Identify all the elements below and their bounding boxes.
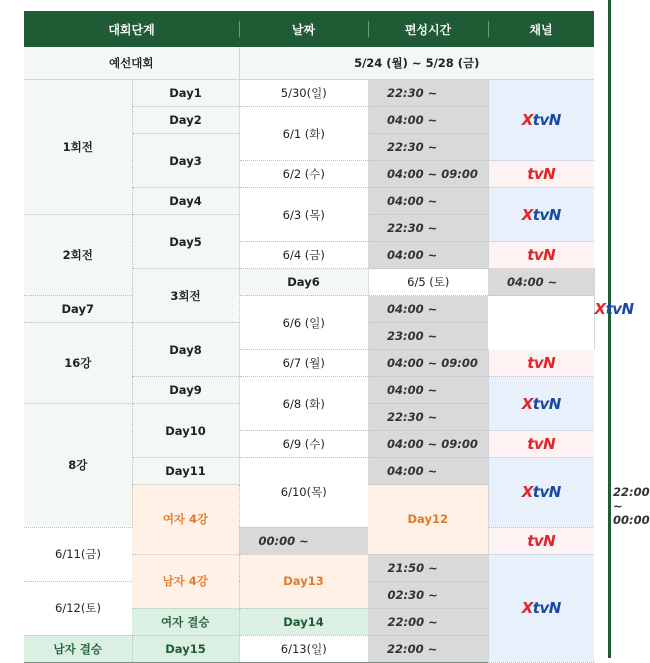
- date-cell: 6/5 (토): [368, 269, 488, 296]
- time-cell: 22:00 ~: [368, 635, 488, 662]
- time-cell: 04:00 ~: [368, 296, 488, 323]
- stage-men-final: 남자 결승: [24, 635, 132, 662]
- date-cell: 6/9 (수): [239, 431, 368, 458]
- day-label: Day11: [132, 458, 239, 485]
- date-cell: 6/3 (목): [239, 188, 368, 242]
- channel-xtvn: [488, 80, 594, 161]
- channel-xtvn: [488, 188, 594, 242]
- stage-round3: 3회전: [132, 269, 239, 323]
- time-cell: 04:00 ~ 09:00: [368, 431, 488, 458]
- date-cell: 6/13(일): [239, 635, 368, 662]
- day-label: Day7: [24, 296, 132, 323]
- header-stage: 대회단계: [24, 11, 239, 47]
- time-cell: 04:00 ~: [368, 107, 488, 134]
- xtvn-logo-icon: XtvN: [521, 599, 561, 617]
- time-cell: 22:00 ~: [368, 608, 488, 635]
- tvn-logo-icon: tvN: [527, 435, 556, 453]
- day-label: Day12: [368, 485, 488, 555]
- day-label: Day14: [239, 608, 368, 635]
- channel-xtvn: [488, 377, 594, 431]
- xtvn-logo-icon: XtvN: [521, 111, 561, 129]
- broadcast-schedule-table: 대회단계 날짜 편성시간 채널 예선대회 5/24 (월) ~ 5/28 (금) 1회전 Day1 5/30(일) 22:30 ~ XtvN Day2 6/1 (화) 04:00 ~ Day3 22:30 ~ 6/2 (수) 04:00 ~ 09:00 tvN Day4 6/3 (목) 04:00 ~ XtvN 2회전 Day5 22:30 ~ 6/4 (금) 04:00 ~ tvN 3회전 Day6 6/5 (토) 04:00 ~ XtvN Day7 6/6 (일) 04:00 ~ 16강 Day8 23:00 ~ 6/7 (월) 04:00 ~ 09:00 tvN Day9 6/8 (화) 04:00 ~ XtvN 8강 Day10 22:30 ~ 6/9 (수) 04:00 ~ 09:00 tvN Day11 6/10(목) 04:00 ~ XtvN 여자 4강 Day12 22:00 ~ 00:00 6/11(금) 00:00 ~ tvN 남자 4강 Day13 21:50 ~ XtvN 6/12(토) 02:30 ~ 여자 결승 Day14 22:00 ~ 남자 결승 Day15 6/13(일) 22:00 ~: [24, 11, 594, 663]
- time-cell: 00:00 ~: [239, 527, 368, 554]
- right-border-line: [608, 0, 611, 658]
- day-label: Day4: [132, 188, 239, 215]
- time-cell: 04:00 ~: [368, 188, 488, 215]
- tvn-logo-icon: tvN: [527, 246, 556, 264]
- time-cell: 04:00 ~: [488, 269, 594, 296]
- xtvn-logo-icon: XtvN: [521, 394, 561, 413]
- time-cell: 22:30 ~: [368, 215, 488, 242]
- tvn-logo-icon: tvN: [527, 353, 556, 372]
- date-cell: 6/8 (화): [239, 377, 368, 431]
- day-label: Day10: [132, 404, 239, 458]
- time-cell: 21:50 ~: [368, 554, 488, 581]
- time-cell: 22:30 ~: [368, 134, 488, 161]
- xtvn-logo-icon: XtvN: [521, 205, 561, 224]
- time-cell: 04:00 ~ 09:00: [368, 350, 488, 377]
- channel-xtvn: [488, 554, 594, 662]
- day-label: Day3: [132, 134, 239, 188]
- channel-tvn: [488, 527, 594, 554]
- xtvn-logo-icon: XtvN: [521, 483, 561, 502]
- stage-round2: 2회전: [24, 215, 132, 296]
- day-label: Day9: [132, 377, 239, 404]
- time-cell: 04:00 ~ 09:00: [368, 161, 488, 188]
- time-cell: 04:00 ~: [368, 377, 488, 404]
- stage-round16: 16강: [24, 323, 132, 404]
- day-label: Day15: [132, 635, 239, 662]
- time-cell: 23:00 ~: [368, 323, 488, 350]
- prelim-row: [24, 47, 594, 80]
- time-cell: 04:00 ~: [368, 242, 488, 269]
- prelim-period: 5/24 (월) ~ 5/28 (금): [239, 47, 594, 80]
- channel-tvn: [488, 350, 594, 377]
- header-row: [24, 11, 594, 47]
- day-label: Day2: [132, 107, 239, 134]
- tvn-logo-icon: tvN: [527, 165, 556, 183]
- day-label: Day13: [239, 554, 368, 608]
- time-cell: 22:30 ~: [368, 404, 488, 431]
- header-date: 날짜: [239, 11, 368, 47]
- day-label: Day5: [132, 215, 239, 269]
- date-cell: 6/12(토): [24, 581, 132, 635]
- channel-tvn: [488, 161, 594, 188]
- date-cell: 6/7 (월): [239, 350, 368, 377]
- date-cell: 5/30(일): [239, 80, 368, 107]
- xtvn-logo-icon: XtvN: [594, 299, 634, 318]
- channel-tvn: [488, 242, 594, 269]
- channel-tvn: [488, 431, 594, 458]
- prelim-label: 예선대회: [24, 47, 239, 80]
- header-channel: 채널: [488, 11, 594, 47]
- time-cell: 04:00 ~: [368, 458, 488, 485]
- stage-women-semifinal: 여자 4강: [132, 485, 239, 555]
- stage-women-final: 여자 결승: [132, 608, 239, 635]
- date-cell: 6/6 (일): [239, 296, 368, 350]
- date-cell: 6/10(목): [239, 458, 368, 528]
- stage-round8: 8강: [24, 404, 132, 528]
- stage-men-semifinal: 남자 4강: [132, 554, 239, 608]
- date-cell: 6/11(금): [24, 527, 132, 581]
- date-cell: 6/4 (금): [239, 242, 368, 269]
- time-cell: 02:30 ~: [368, 581, 488, 608]
- channel-xtvn: [488, 458, 594, 528]
- stage-round1: 1회전: [24, 80, 132, 215]
- day-label: Day1: [132, 80, 239, 107]
- day-label: Day6: [239, 269, 368, 296]
- time-cell: 22:30 ~: [368, 80, 488, 107]
- date-cell: 6/2 (수): [239, 161, 368, 188]
- tvn-logo-icon: tvN: [527, 531, 556, 550]
- date-cell: 6/1 (화): [239, 107, 368, 161]
- day-label: Day8: [132, 323, 239, 377]
- header-time: 편성시간: [368, 11, 488, 47]
